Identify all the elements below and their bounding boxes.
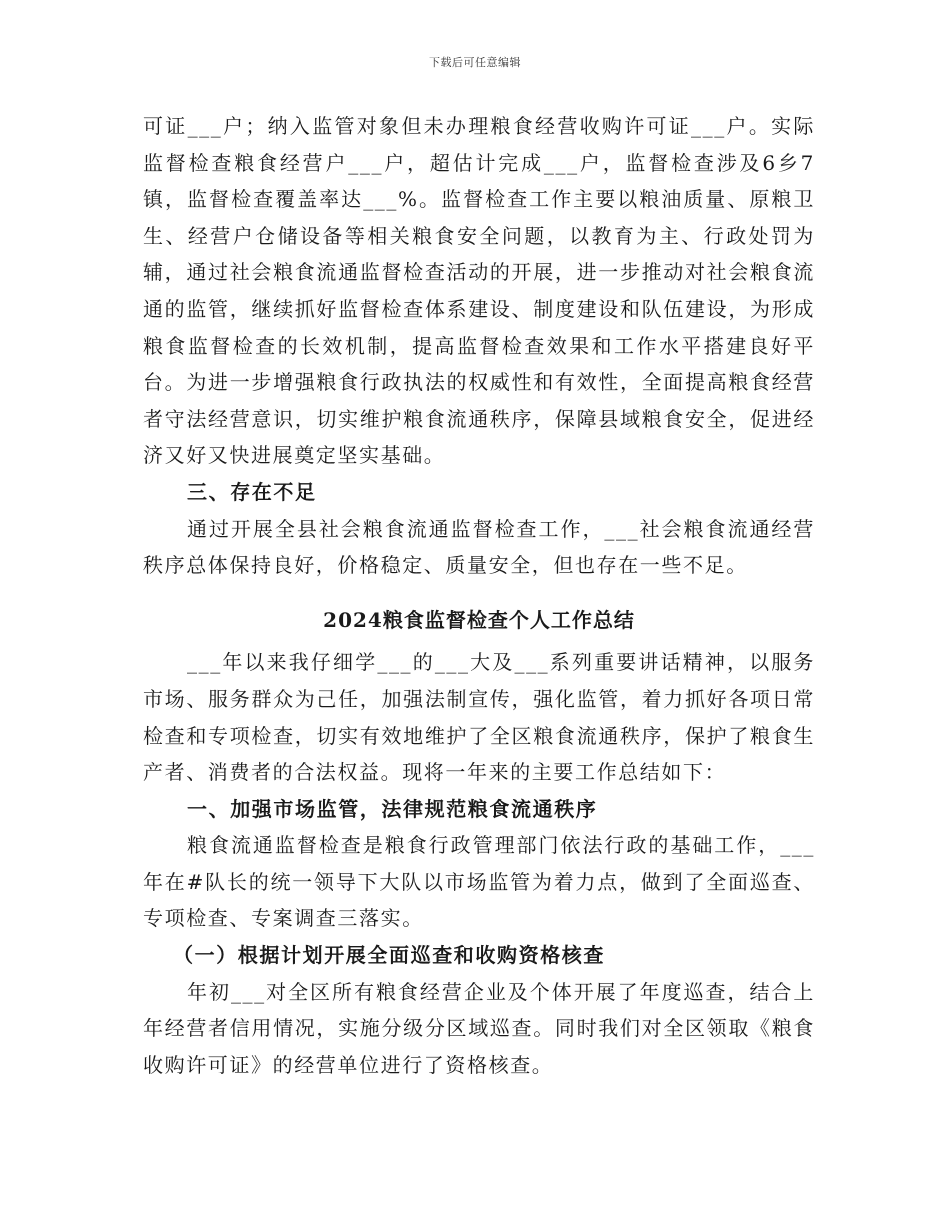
- document-title: 2024粮食监督检查个人工作总结: [323, 607, 635, 632]
- paragraph-inspection: 年初___对全区所有粮食经营企业及个体开展了年度巡查，结合上年经营者信用情况，实施分级分区域巡查。同时我们对全区领取《粮食收购许可证》的经营单位进行了资格核查。: [143, 979, 815, 1077]
- section-heading-market-supervision: 一、加强市场监管，法律规范粮食流通秩序: [187, 796, 598, 821]
- section-heading-shortcomings: 三、存在不足: [187, 479, 317, 504]
- paragraph-shortcomings: 通过开展全县社会粮食流通监督检查工作，___社会粮食流通经营秩序总体保持良好，价格稳定、质量安全，但也存在一些不足。: [143, 516, 815, 578]
- paragraph-intro: ___年以来我仔细学___的___大及___系列重要讲话精神，以服务市场、服务群众为己任，加强法制宣传，强化监管，着力抓好各项日常检查和专项检查，切实有效地维护了全区粮食流通秩序，保护了粮食生产者、消费者的合法权益。现将一年来的主要工作总结如下：: [143, 650, 815, 785]
- document-body: [143, 108, 815, 1083]
- page-header-note: 下载后可任意编辑: [429, 56, 521, 69]
- paragraph-licensing-stats: 可证___户；纳入监管对象但未办理粮食经营收购许可证___户。实际监督检查粮食经营户___户，超估计完成___户，监督检查涉及6乡7镇，监督检查覆盖率达___%。监督检查工作主要以粮油质量、原粮卫生、经营户仓储设备等相关粮食安全问题，以教育为主、行政处罚为辅，通过社会粮食流通监督检查活动的开展，进一步推动对社会粮食流通的监管，继续抓好监督检查体系建设、制度建设和队伍建设，为形成粮食监督检查的长效机制，提高监督检查效果和工作水平搭建良好平台。为进一步增强粮食行政执法的权威性和有效性，全面提高粮食经营者守法经营意识，切实维护粮食流通秩序，保障县域粮食安全，促进经济又好又快进展奠定坚实基础。: [143, 114, 815, 468]
- paragraph-market-supervision: 粮食流通监督检查是粮食行政管理部门依法行政的基础工作，___年在#队长的统一领导下大队以市场监管为着力点，做到了全面巡查、专项检查、专案调查三落实。: [143, 833, 815, 931]
- subsection-heading-inspection: （一）根据计划开展全面巡查和收购资格核查: [173, 943, 605, 968]
